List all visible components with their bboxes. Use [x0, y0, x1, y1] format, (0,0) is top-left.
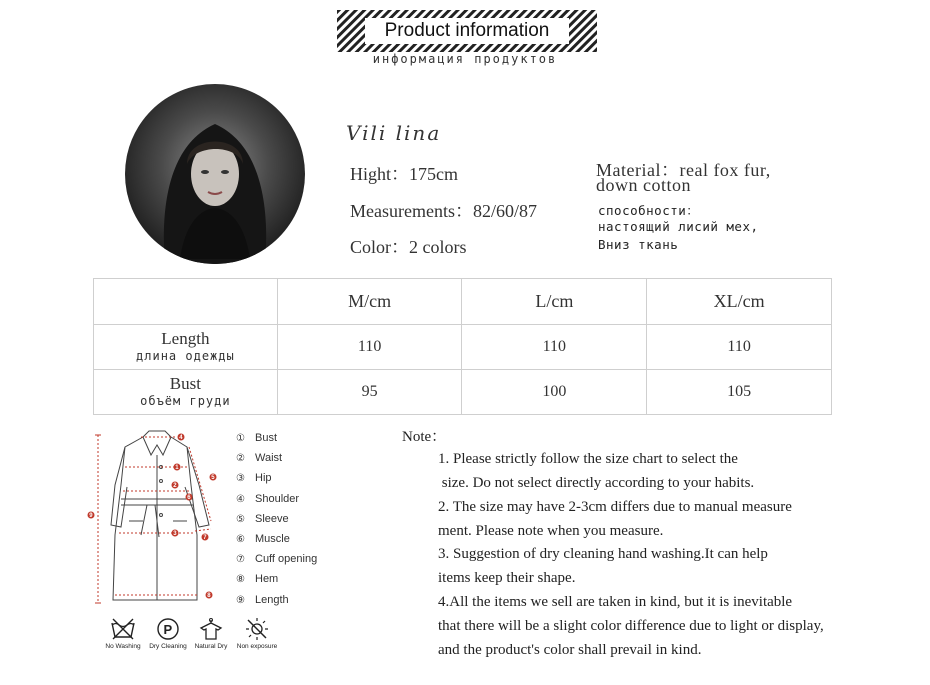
row-label-ru: длина одежды — [136, 349, 235, 363]
care-label: Dry Cleaning — [149, 643, 187, 650]
dry-cleaning-icon — [155, 617, 181, 641]
svg-text:P: P — [163, 622, 173, 637]
legend-item — [236, 592, 317, 612]
table-header-row — [94, 279, 832, 325]
note-line: items keep their shape. — [438, 570, 576, 586]
care-label: Natural Dry — [194, 643, 228, 650]
legend-item — [236, 571, 317, 591]
table-row — [94, 370, 832, 415]
model-height: Hight：175cm — [350, 164, 458, 184]
table-cell: 110 — [462, 325, 647, 370]
coat-measurement-diagram — [85, 425, 230, 610]
legend-item — [236, 511, 317, 531]
legend-number: ⑧ — [236, 574, 245, 586]
note-line: 2. The size may have 2-3cm differs due to manual measure — [438, 499, 792, 515]
material-ru-line-3: Вниз ткань — [598, 237, 679, 252]
model-measurements: Measurements：82/60/87 — [350, 201, 537, 221]
legend-item — [236, 531, 317, 551]
diagram-label: 2 — [173, 483, 177, 489]
table-cell: 110 — [277, 325, 462, 370]
table-header-cell: M/cm — [277, 279, 462, 325]
diagram-label: 4 — [179, 435, 183, 441]
measurement-legend — [236, 430, 317, 612]
diagram-label: 5 — [211, 475, 215, 481]
legend-number: ④ — [236, 493, 245, 505]
legend-item — [236, 430, 317, 450]
note-line: 4.All the items we sell are taken in kind, but it is inevitable — [438, 594, 793, 610]
note-line: and the product's color shall prevail in kind. — [438, 642, 702, 658]
size-table — [93, 278, 832, 415]
legend-item — [236, 491, 317, 511]
care-non-exposure — [232, 617, 282, 650]
care-label: Non exposure — [236, 643, 278, 650]
diagram-label: 3 — [173, 531, 177, 537]
legend-number: ⑦ — [236, 554, 245, 566]
row-label-en: Length — [161, 329, 210, 348]
note-line: size. Do not select directly according to your habits. — [438, 475, 755, 491]
note-line: ment. Please note when you measure. — [438, 523, 664, 539]
table-header-cell — [94, 279, 278, 325]
legend-label: Length — [255, 593, 289, 606]
model-silhouette — [125, 84, 305, 264]
legend-label: Hem — [255, 573, 279, 586]
legend-item — [236, 450, 317, 470]
note-line: 1. Please strictly follow the size chart to select the — [438, 451, 738, 467]
legend-number: ③ — [236, 473, 245, 485]
material-line-2: down cotton — [596, 175, 691, 195]
row-label — [94, 370, 278, 415]
legend-label: Sleeve — [255, 512, 289, 525]
note-line: 3. Suggestion of dry cleaning hand washing.It can help — [438, 546, 768, 562]
model-color: Color：2 colors — [350, 237, 467, 257]
row-label-en: Bust — [169, 374, 201, 393]
table-cell: 95 — [277, 370, 462, 415]
legend-number: ⑨ — [236, 594, 245, 606]
table-cell: 105 — [647, 370, 832, 415]
diagram-label: 6 — [187, 495, 191, 501]
banner-title: Product information — [365, 18, 569, 44]
care-no-washing — [98, 617, 148, 650]
model-portrait — [125, 84, 305, 264]
legend-number: ⑥ — [236, 533, 245, 545]
legend-label: Hip — [255, 472, 272, 485]
legend-label: Muscle — [255, 532, 290, 545]
table-header-cell: XL/cm — [647, 279, 832, 325]
no-washing-icon — [110, 617, 136, 641]
legend-item — [236, 470, 317, 490]
legend-number: ① — [236, 433, 245, 444]
natural-dry-icon — [198, 617, 224, 641]
header-banner — [337, 10, 597, 52]
legend-number: ② — [236, 453, 245, 465]
material-line-1: Material：real fox fur, — [596, 160, 771, 180]
material-ru-line-1: способности： — [598, 203, 700, 218]
diagram-label: 9 — [89, 513, 93, 519]
banner-subtitle: информация продуктов — [372, 52, 558, 66]
note-title: Note： — [402, 429, 447, 445]
legend-label: Bust — [255, 432, 278, 444]
legend-item — [236, 551, 317, 571]
table-cell: 110 — [647, 325, 832, 370]
legend-label: Waist — [255, 452, 283, 465]
brand-name: Vili lina — [346, 121, 442, 145]
legend-label: Cuff opening — [255, 553, 318, 566]
row-label — [94, 325, 278, 370]
table-row — [94, 325, 832, 370]
table-header-cell: L/cm — [462, 279, 647, 325]
legend-label: Shoulder — [255, 492, 300, 505]
diagram-label: 1 — [175, 465, 179, 471]
care-label: No Washing — [105, 643, 141, 650]
row-label-ru: объём груди — [140, 394, 231, 408]
note-line: that there will be a slight color difference due to light or display, — [438, 618, 824, 634]
table-cell: 100 — [462, 370, 647, 415]
care-natural-dry — [186, 617, 236, 650]
legend-number: ⑤ — [236, 513, 245, 525]
diagram-label: 7 — [203, 535, 207, 541]
diagram-label: 8 — [207, 593, 211, 599]
material-ru-line-2: настоящий лисий мех, — [598, 219, 759, 234]
non-exposure-icon — [244, 617, 270, 641]
